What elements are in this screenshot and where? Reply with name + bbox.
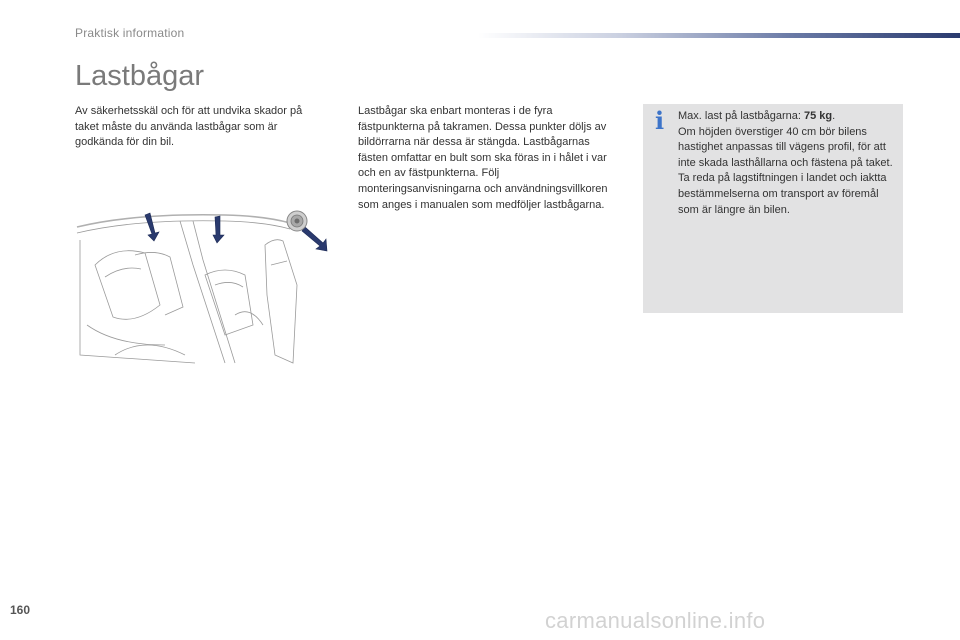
roof-rail-illustration bbox=[75, 205, 335, 365]
max-load-prefix: Max. last på lastbågarna: bbox=[678, 110, 804, 122]
max-load-line bbox=[678, 109, 900, 125]
page-number: 160 bbox=[10, 603, 31, 617]
intro-paragraph: Av säkerhetsskäl och för att undvika skador på taket måste du använda lastbågar som är godkända för din bil. bbox=[75, 105, 303, 149]
header-section-label: Praktisk information bbox=[75, 26, 185, 40]
info-text bbox=[678, 109, 900, 218]
mounting-paragraph: Lastbågar ska enbart monteras i de fyra fästpunkterna på takramen. Dessa punkter döljs av bildörrarna när dessa är stängda. Lastbågarnas fästen omfattar en bult som ska föras in i hålet i var och en av fästpunkterna. Följ monteringsanvisningarna och användningsvillkoren som anges i manualen som medföljer lastbågarna. bbox=[358, 105, 608, 211]
max-load-suffix: . bbox=[832, 110, 836, 122]
max-load-value: 75 kg bbox=[803, 110, 833, 122]
height-note: Om höjden överstiger 40 cm bör bilens hastighet anpassas till vägens profil, för att inte skada lasthållarna och fästena på taket. bbox=[678, 125, 893, 169]
info-box bbox=[643, 104, 903, 313]
law-note: Ta reda på lagstiftningen i landet och iaktta bestämmelserna om transport av föremål som är längre än bilen. bbox=[678, 172, 887, 216]
info-icon: i bbox=[655, 106, 665, 135]
page-title: Lastbågar bbox=[75, 60, 204, 92]
watermark: carmanualsonline.info bbox=[545, 608, 766, 633]
header-accent-bar bbox=[478, 33, 960, 38]
